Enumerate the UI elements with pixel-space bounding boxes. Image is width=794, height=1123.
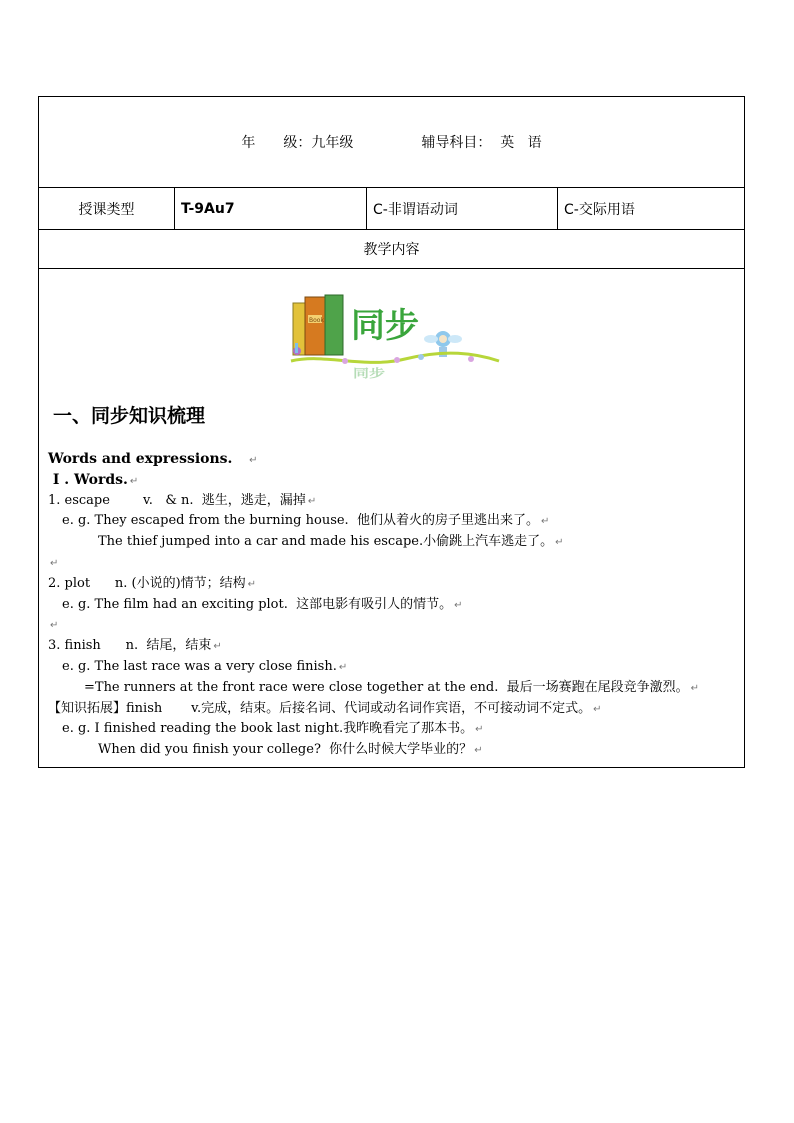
content-line	[48, 740, 738, 761]
section-title: 一、同步知识梳理	[53, 405, 206, 427]
content-line	[48, 553, 738, 574]
grade-label: 年 级：九年级	[241, 135, 354, 151]
paragraph-mark-icon: ↵	[475, 724, 484, 736]
subject-label: 辅导科目： 英 语	[421, 135, 542, 151]
header-row	[39, 97, 744, 188]
content-line-text: 2. plot n. (小说的)情节；结构	[48, 575, 246, 591]
paragraph-mark-icon: ↵	[50, 620, 59, 632]
content-line	[48, 657, 738, 678]
content-line-text: 1. escape v. & n. 逃生，逃走，漏掉	[48, 492, 306, 508]
content-line-text: e. g. They escaped from the burning house. 他们从着火的房子里逃出来了。	[62, 513, 539, 529]
banner-title: 同步	[351, 306, 419, 346]
content-line-text: When did you finish your college? 你什么时候大学毕业的？	[98, 742, 473, 758]
paragraph-mark-icon: ↵	[454, 599, 463, 611]
lesson-code: T-9Au7	[175, 188, 367, 229]
content-line	[48, 595, 738, 616]
content-line	[48, 574, 738, 595]
book-label: Book	[309, 317, 324, 324]
content-line	[48, 532, 738, 553]
content-body	[39, 269, 744, 767]
content-line-text: 3. finish n. 结尾，结束	[48, 638, 212, 654]
content-line	[48, 449, 738, 470]
paragraph-mark-icon: ↵	[593, 703, 602, 715]
lesson-topic-1: C-非谓语动词	[367, 188, 558, 229]
sync-banner-image	[285, 289, 503, 383]
lesson-topic-2: C-交际用语	[564, 201, 635, 218]
content-line	[48, 678, 738, 699]
content-line	[48, 699, 738, 720]
banner-reflection: 同步	[353, 367, 385, 381]
paragraph-mark-icon: ↵	[690, 682, 700, 694]
paragraph-mark-icon: ↵	[129, 475, 139, 487]
content-line-text: e. g. I finished reading the book last night.我昨晚看完了那本书。	[62, 721, 474, 737]
content-line-text: =The runners at the front race were close together at the end. 最后一场赛跑在尾段竞争激烈。	[84, 679, 689, 695]
paragraph-mark-icon: ↵	[213, 641, 222, 653]
paragraph-mark-icon: ↵	[249, 455, 258, 466]
paragraph-mark-icon: ↵	[540, 516, 550, 528]
lesson-type-label: 授课类型	[39, 188, 175, 229]
content-line	[48, 491, 738, 512]
content-line-text: e. g. The film had an exciting plot. 这部电影有吸引人的情节。	[62, 596, 453, 612]
paragraph-mark-icon: ↵	[50, 557, 59, 569]
content-line-text: I . Words.	[48, 471, 128, 488]
paragraph-mark-icon: ↵	[247, 578, 257, 590]
content-line-text: The thief jumped into a car and made his escape.小偷跳上汽车逃走了。	[98, 534, 554, 550]
paragraph-mark-icon: ↵	[307, 495, 317, 507]
paragraph-mark-icon: ↵	[338, 661, 348, 673]
words-list	[48, 449, 738, 761]
paragraph-mark-icon: ↵	[474, 745, 483, 757]
content-line	[48, 719, 738, 740]
lesson-sheet-table	[38, 96, 745, 768]
content-line	[48, 511, 738, 532]
content-line	[48, 636, 738, 657]
lesson-type-row	[39, 188, 744, 230]
teaching-content-label: 教学内容	[39, 230, 744, 269]
content-line	[48, 615, 738, 636]
content-line-text: e. g. The last race was a very close finish.	[62, 658, 337, 674]
paragraph-mark-icon: ↵	[555, 537, 564, 549]
content-line-text: Words and expressions.	[48, 451, 248, 467]
content-line-text: 【知识拓展】finish v.完成，结束。后接名词、代词或动名词作宾语，不可接动词不定式。	[48, 700, 592, 716]
content-line	[48, 470, 738, 491]
